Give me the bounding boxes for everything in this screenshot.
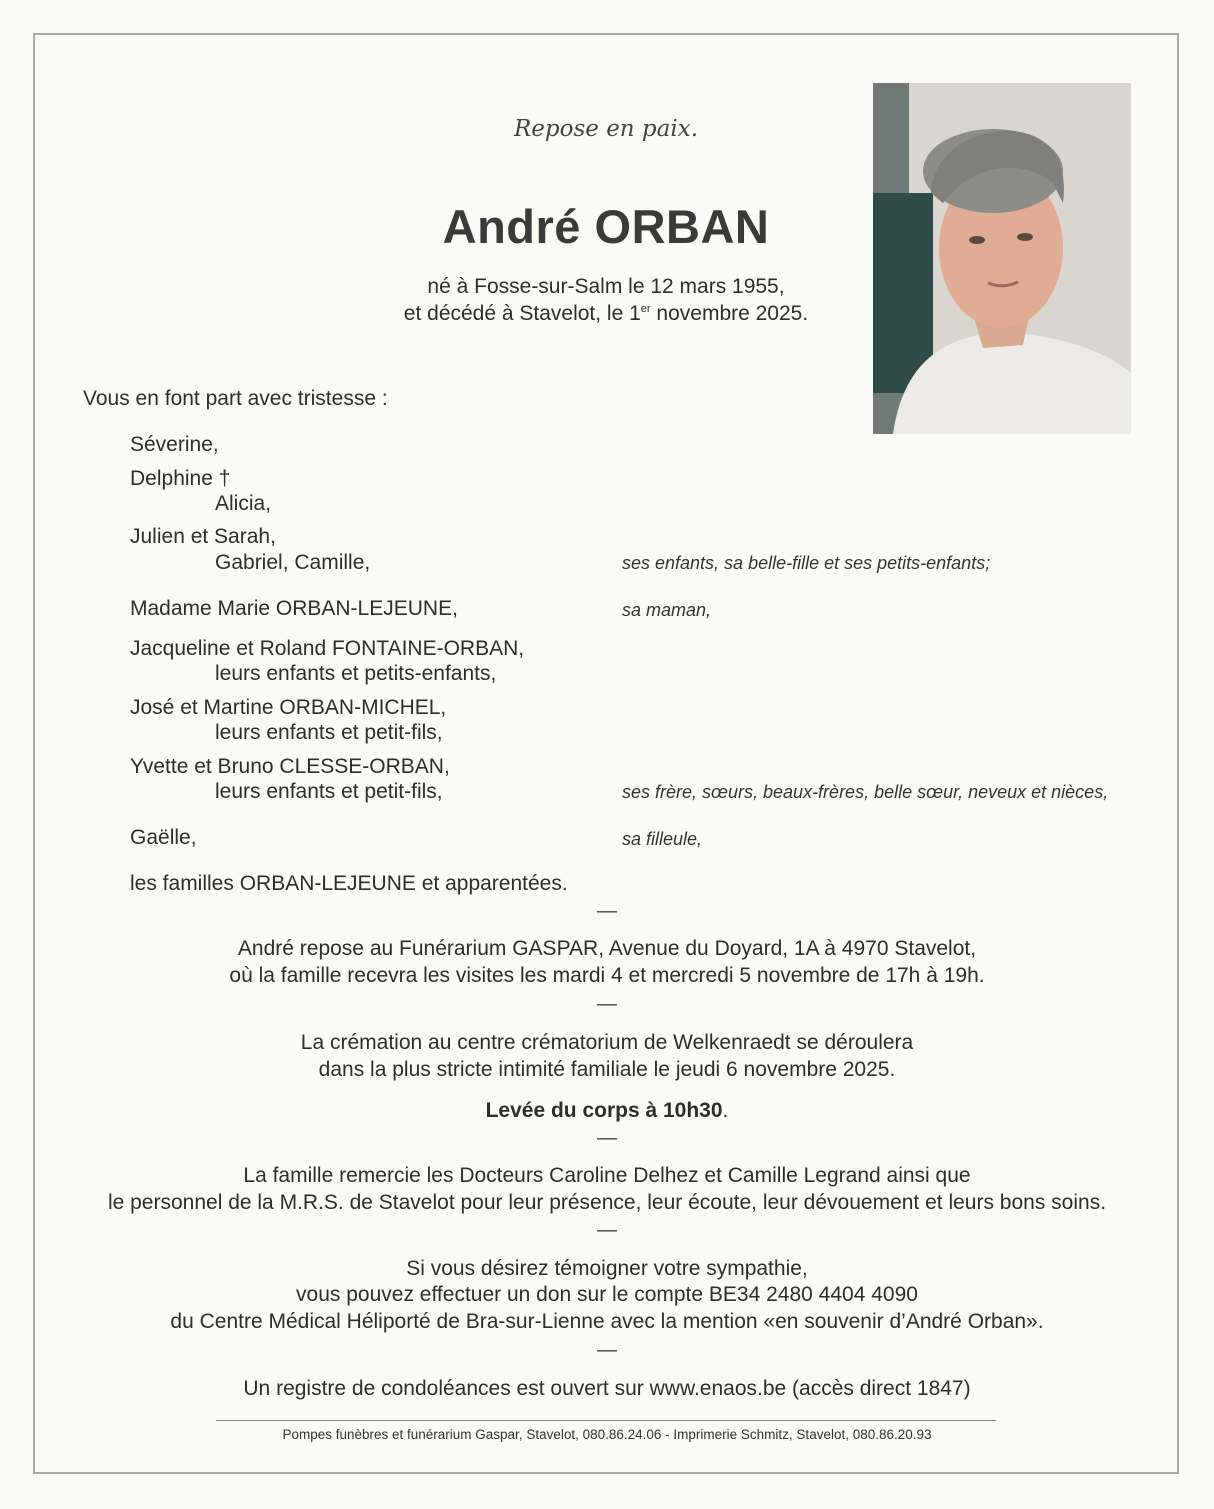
- levee-du-corps: Levée du corps à 10h30.: [485, 1099, 729, 1122]
- repose-en-paix: Repose en paix.: [513, 116, 699, 142]
- relation-maman: sa maman,: [622, 600, 712, 620]
- family-severine: Séverine,: [130, 433, 219, 456]
- separator-dash: —: [597, 1339, 617, 1361]
- relation-freres: ses frère, sœurs, beaux-frères, belle sœur, neveux et nièces,: [622, 782, 1109, 802]
- death-line: et décédé à Stavelot, le 1er novembre 2025.: [403, 302, 809, 325]
- remerciements-line1: La famille remercie les Docteurs Caroline Delhez et Camille Legrand ainsi que: [243, 1164, 971, 1187]
- funerarium-line2: où la famille recevra les visites les mardi 4 et mercredi 5 novembre de 17h à 19h.: [229, 964, 985, 987]
- don-line2: vous pouvez effectuer un don sur le compte BE34 2480 4404 4090: [296, 1283, 918, 1306]
- family-marie: Madame Marie ORBAN-LEJEUNE,: [130, 597, 458, 620]
- family-jacqueline-sub: leurs enfants et petits-enfants,: [215, 662, 497, 685]
- deceased-name: André ORBAN: [442, 200, 770, 253]
- portrait-photo: [873, 83, 1131, 434]
- family-jose: José et Martine ORBAN-MICHEL,: [130, 696, 447, 719]
- footer-rule: [216, 1420, 996, 1421]
- intro-text: Vous en font part avec tristesse :: [83, 387, 388, 410]
- don-line1: Si vous désirez témoigner votre sympathie,: [406, 1257, 808, 1280]
- family-yvette-sub: leurs enfants et petit-fils,: [215, 780, 443, 803]
- relation-enfants: ses enfants, sa belle-fille et ses petits-enfants;: [622, 553, 991, 573]
- funerarium-line1: André repose au Funérarium GASPAR, Avenue du Doyard, 1A à 4970 Stavelot,: [237, 937, 977, 960]
- remerciements-line2: le personnel de la M.R.S. de Stavelot pour leur présence, leur écoute, leur dévouement et leurs bons soins.: [107, 1191, 1107, 1214]
- family-gabriel: Gabriel, Camille,: [215, 551, 371, 574]
- birth-line: né à Fosse-sur-Salm le 12 mars 1955,: [427, 275, 785, 298]
- cremation-line1: La crémation au centre crématorium de Welkenraedt se déroulera: [300, 1031, 914, 1054]
- registre-line: Un registre de condoléances est ouvert sur www.enaos.be (accès direct 1847): [243, 1377, 971, 1400]
- family-julien: Julien et Sarah,: [130, 525, 276, 548]
- family-gaelle: Gaëlle,: [130, 826, 197, 849]
- separator-dash: —: [597, 993, 617, 1015]
- family-familles: les familles ORBAN-LEJEUNE et apparentées.: [130, 872, 568, 895]
- relation-filleule: sa filleule,: [622, 829, 703, 849]
- family-jacqueline: Jacqueline et Roland FONTAINE-ORBAN,: [130, 637, 525, 660]
- separator-dash: —: [597, 900, 617, 922]
- separator-dash: —: [597, 1127, 617, 1149]
- family-yvette: Yvette et Bruno CLESSE-ORBAN,: [130, 755, 450, 778]
- cremation-line2: dans la plus stricte intimité familiale le jeudi 6 novembre 2025.: [318, 1058, 896, 1081]
- footer-text: Pompes funèbres et funérarium Gaspar, Stavelot, 080.86.24.06 - Imprimerie Schmitz, Stavelot, 080.86.20.93: [282, 1427, 932, 1442]
- family-alicia: Alicia,: [215, 492, 272, 515]
- separator-dash: —: [597, 1219, 617, 1241]
- family-jose-sub: leurs enfants et petit-fils,: [215, 721, 443, 744]
- don-line3: du Centre Médical Héliporté de Bra-sur-Lienne avec la mention «en souvenir d’André Orban».: [170, 1310, 1044, 1333]
- family-delphine: Delphine †: [130, 467, 231, 490]
